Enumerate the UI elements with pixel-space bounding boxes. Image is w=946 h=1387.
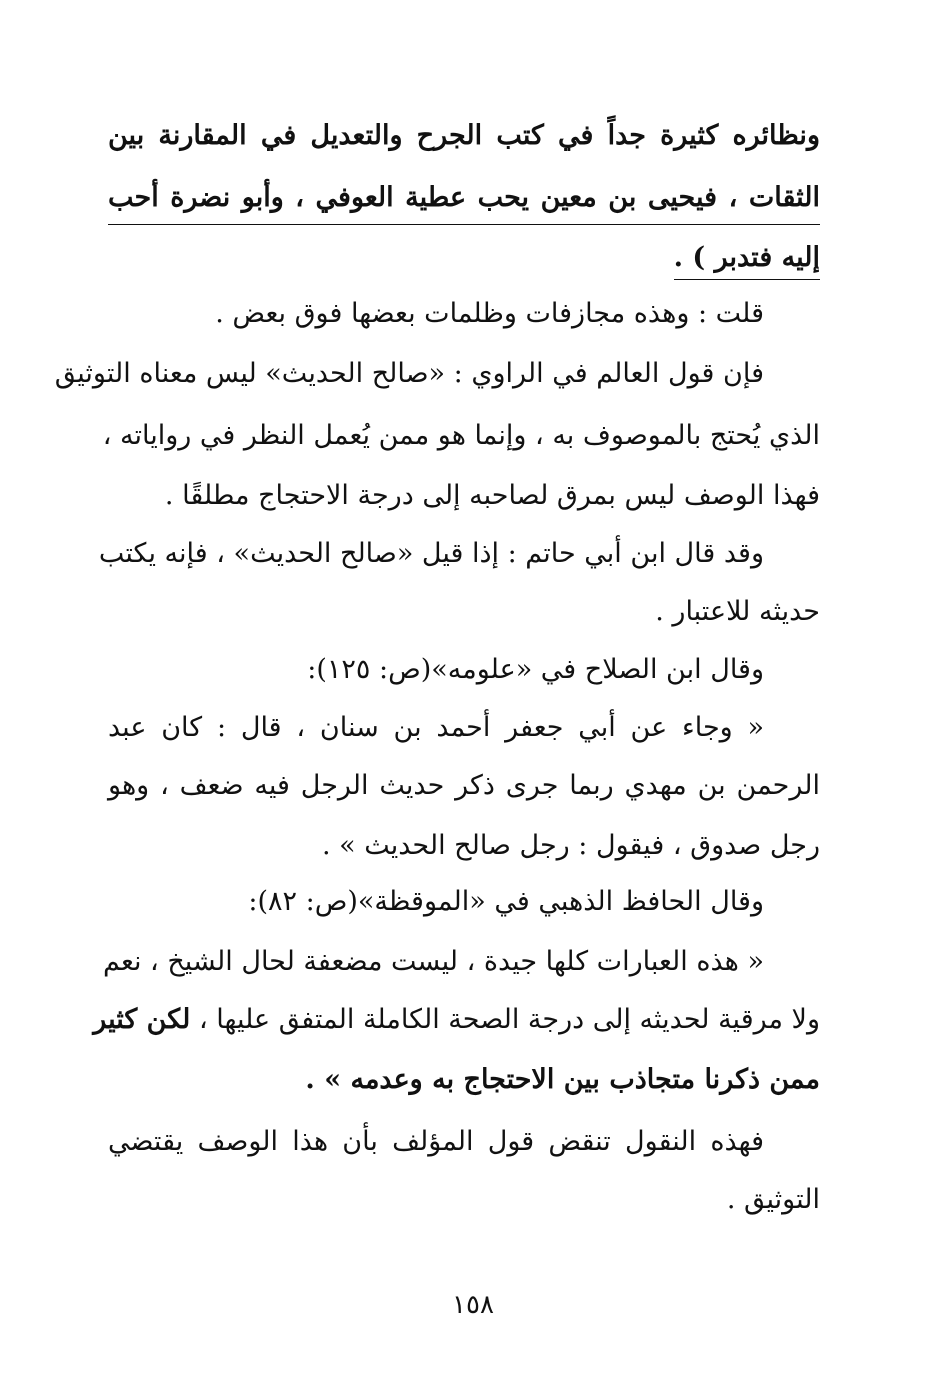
text-line-4: قلت : وهذه مجازفات وظلمات بعضها فوق بعض . bbox=[215, 298, 764, 329]
text-line-1: ونظائره كثيرة جداً في كتب الجرح والتعديل في المقارنة بين bbox=[108, 120, 820, 151]
text-line-8: وقد قال ابن أبي حاتم : إذا قيل «صالح الحديث» ، فإنه يكتب bbox=[98, 538, 764, 569]
text-line-16-regular: ولا مرقية لحديثه إلى درجة الصحة الكاملة المتفق عليها ، bbox=[198, 1004, 820, 1035]
text-line-11: « وجاء عن أبي جعفر أحمد بن سنان ، قال : كان عبد bbox=[108, 712, 764, 743]
text-line-12: الرحمن بن مهدي ربما جرى ذكر حديث الرجل فيه ضعف ، وهو bbox=[108, 770, 820, 801]
text-line-10: وقال ابن الصلاح في «علومه»(ص: ١٢٥): bbox=[307, 654, 764, 685]
text-line-7: فهذا الوصف ليس بمرق لصاحبه إلى درجة الاحتجاج مطلقًا . bbox=[164, 480, 820, 511]
text-line-2: الثقات ، فيحيى بن معين يحب عطية العوفي ، وأبو نضرة أحب bbox=[108, 176, 820, 225]
text-line-15: « هذه العبارات كلها جيدة ، ليست مضعفة لحال الشيخ ، نعم bbox=[102, 946, 764, 977]
text-line-19: التوثيق . bbox=[726, 1184, 820, 1215]
text-line-9: حديثه للاعتبار . bbox=[655, 596, 820, 627]
underlined-text: إليه فتدبر ) . bbox=[674, 237, 820, 280]
text-line-14: وقال الحافظ الذهبي في «الموقظة»(ص: ٨٢): bbox=[248, 886, 764, 917]
text-line-17: ممن ذكرنا متجاذب بين الاحتجاج به وعدمه » . bbox=[305, 1064, 820, 1095]
text-line-13: رجل صدوق ، فيقول : رجل صالح الحديث » . bbox=[321, 830, 820, 861]
text-line-16 bbox=[93, 998, 820, 1046]
page-number: ١٥٨ bbox=[452, 1290, 494, 1320]
text-line-18: فهذه النقول تنقض قول المؤلف بأن هذا الوصف يقتضي bbox=[108, 1126, 764, 1157]
text-line-3 bbox=[108, 236, 820, 284]
text-line-5: فإن قول العالم في الراوي : «صالح الحديث» ليس معناه التوثيق bbox=[54, 358, 764, 389]
text-line-6: الذي يُحتج بالموصوف به ، وإنما هو ممن يُعمل النظر في رواياته ، bbox=[102, 420, 820, 451]
text-line-16-bold: لكن كثير bbox=[93, 1004, 191, 1035]
